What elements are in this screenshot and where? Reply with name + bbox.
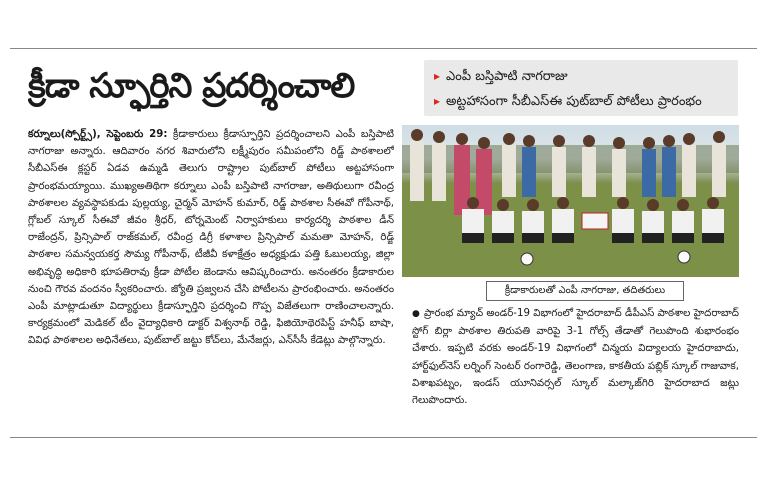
body-right-text: ప్రారంభ మ్యాచ్ అండర్-19 విభాగంలో హైదరాబాద్ డీపీఎస్ పాఠశాల హైదరాబాద్ స్టోగ్ బిర్లా పాఠశాల తిరుపతి వారిపై 3-1 గోల్స్ తేడాతో గెలుపొంది శుభారంభం చేశారు. ఇప్పటి వరకు అండర్-19 విభాగంలో చిన్మయ విద్యాలయ హైదరాబాదు, హార్ట్‌ఫుల్‌నెస్ లర్నింగ్ సెంటర్ రంగారెడ్డి, తెలంగాణ, కాకతీయ పబ్లిక్ స్కూల్ గాజువాక, విశాఖపట్నం, ఇండస్ యూనివర్సల్ స్కూల్ మల్కాజ్‌గిరి హైదరాబాద జట్లు గెలుపొందారు. — [412, 308, 739, 407]
dateline: కర్నూలు(స్పోర్ట్స్), సెప్టెంబరు 29: — [28, 129, 168, 140]
article-body-left — [28, 126, 394, 431]
subheadline-text-2: అట్టహాసంగా సీబీఎస్ఈ పుట్‌బాల్ పోటీలు ప్రారంభం — [446, 94, 702, 109]
photo-illustration — [402, 125, 739, 277]
body-left-text: క్రీడాకారులు క్రీడాస్ఫూర్తిని ప్రదర్శించాలని ఎంపీ బస్తిపాటి నాగరాజు అన్నారు. ఆదివారం నగర శివారులోని లక్ష్మీపురం సమీపంలోని రిడ్జ్ పాఠశాలలో సీబీఎస్ఈ క్లస్టర్ ఏడవ ఉమ్మడి తెలుగు రాష్ట్రాల పుట్‌బాల్ పోటీలు అట్టహాసంగా ప్రారంభమయ్యాయి. ముఖ్యఅతిథిగా కర్నూలు ఎంపీ బస్తిపాటి నాగరాజు, అతిథులుగా రవీంద్ర పాఠశాలల వ్యవస్థాపకుడు పుల్లయ్య, చైర్మన్ మోహన్ కుమార్, రిడ్జ్ పాఠశాల సీఈవో గోపీనాథ్, గ్లోబల్ స్కూల్ సీఈవో జీవం శ్రీధర్, టోర్నమెంట్ నిర్వాహకులు కార్యదర్శి పాఠశాల డీన్ రాజేంద్రన్, ప్రిన్సిపాల్ రాజ్‌కమల్, రవీంద్ర డిగ్రీ కళాశాల ప్రిన్సిపాల్ మమతా మోహన్, రిడ్జ్ పాఠశాల సమన్వయకర్త సౌమ్య గోపీనాథ్, టీజీవీ కళాక్షేత్రం అధ్యక్షుడు పత్తి ఓబులయ్య, జిల్లా అభివృద్ధి అధికారి భూపతిరావు క్రీడా పోటీల జెండాను ఆవిష్కరించారు. అనంతరం క్రీడాకారుల నుంచి గౌరవ వందనం స్వీకరించారు. జ్యోతి ప్రజ్వలన చేసి పోటీలను ప్రారంభించారు. అనంతరం ఎంపీ మాట్లాడుతూ విద్యార్థులు క్రీడాస్ఫూర్తిని ప్రదర్శించి గొప్ప విజేతలుగా రాణించాలన్నారు. కార్యక్రమంలో మెడికల్ టీం వైద్యాధికారి డాక్టర్ విశ్వనాథ్ రెడ్డి, ఫిజియోథెరపిస్ట్ హనీఫ్ బాషా, వివిధ పాఠశాలల అధినేతలు, పుట్‌బాల్ జట్టు కోచ్‌లు, మేనేజర్లు, ఎన్‌సీసీ కేడెట్లు పాల్గొన్నారు. — [28, 129, 394, 347]
top-rule — [10, 48, 757, 49]
article-body-right — [412, 305, 739, 425]
subheadline-box — [424, 60, 738, 116]
subheadline-2 — [434, 89, 728, 114]
bullet-icon: ▸ — [434, 69, 441, 83]
paragraph-right — [412, 305, 739, 409]
bottom-rule — [10, 437, 757, 438]
news-photo — [402, 125, 739, 277]
subheadline-text-1: ఎంపీ బస్తిపాటి నాగరాజు — [446, 69, 568, 84]
photo-caption: క్రీడాకారులతో ఎంపీ నాగరాజు, తదితరులు — [486, 281, 684, 301]
article-headline: క్రీడా స్ఫూర్తిని ప్రదర్శించాలి — [28, 66, 355, 106]
subheadline-1 — [434, 64, 728, 89]
bullet-icon: ▸ — [434, 94, 441, 108]
circle-bullet-icon: ● — [412, 309, 420, 319]
paragraph-left — [28, 126, 394, 350]
